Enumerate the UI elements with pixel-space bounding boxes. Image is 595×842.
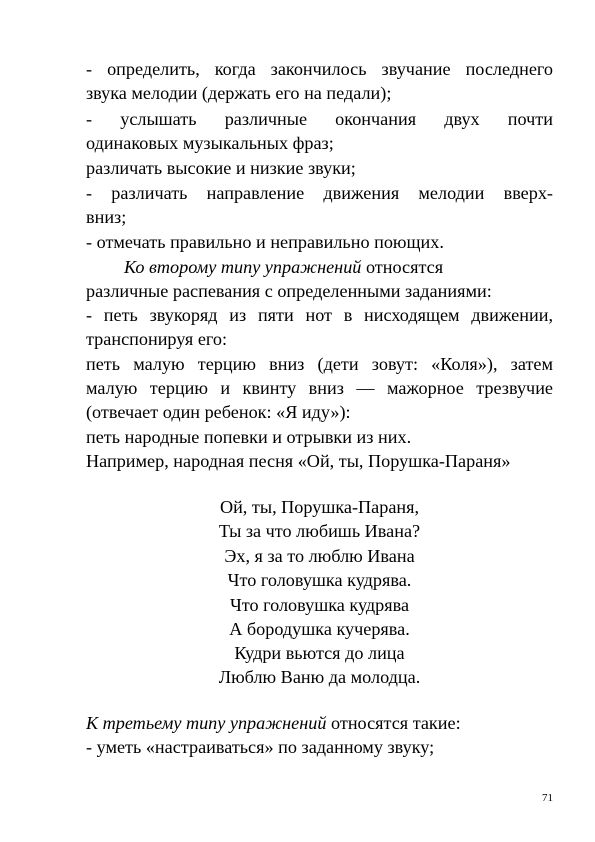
poem-line: Что головушка кудрява. (227, 570, 412, 590)
text-line: - услышать различные окончания двух почти (86, 109, 553, 129)
poem-line: Кудри вьются до лица (234, 643, 405, 663)
text-line: - петь звукоряд из пяти нот в нисходящем движении, (86, 305, 553, 325)
poem-line: Люблю Ваню да молодца. (218, 667, 421, 687)
text-line: - различать направление движения мелодии вверх- (86, 183, 553, 203)
paragraph-first-line (86, 711, 553, 735)
text-line: одинаковых музыкальных фраз; (86, 133, 334, 153)
paragraph-first-line (86, 255, 553, 279)
poem-line: Что головушка кудрява (229, 595, 410, 615)
page-number: 71 (542, 792, 553, 804)
text-line: - отмечать правильно и неправильно поющих. (86, 232, 444, 252)
text-line: петь малую терцию вниз (дети зовут: «Коля»), затем (86, 354, 553, 374)
text-line: различные распевания с определенными заданиями: (86, 281, 492, 301)
text-line: вниз; (86, 207, 127, 227)
text-line: звука мелодии (держать его на педали); (86, 83, 392, 103)
text-line: транспонируя его: (86, 329, 228, 349)
italic-phrase: Ко второму типу упражнений (124, 257, 362, 277)
poem-line: Ты за что любишь Ивана? (218, 521, 421, 541)
text-line: малую терцию и квинту вниз — мажорное трезвучие (86, 378, 553, 398)
text-line: - уметь «настраиваться» по заданному звуку; (86, 737, 435, 757)
text-fragment: относятся такие: (326, 713, 461, 733)
poem-line: Эх, я за то люблю Ивана (224, 546, 415, 566)
text-line: петь народные попевки и отрывки из них. (86, 427, 412, 447)
text-line: различать высокие и низкие звуки; (86, 158, 356, 178)
text-line: (отвечает один ребенок: «Я иду»): (86, 402, 351, 422)
text-fragment: относятся (361, 257, 444, 277)
italic-phrase: К третьему типу упражнений (86, 713, 327, 733)
poem-line: Ой, ты, Порушка-Параня, (219, 497, 420, 517)
text-line: Например, народная песня «Ой, ты, Порушка-Параня» (86, 451, 511, 471)
poem-line: А бородушка кучерява. (229, 619, 410, 639)
text-line: - определить, когда закончилось звучание последнего (86, 59, 553, 79)
